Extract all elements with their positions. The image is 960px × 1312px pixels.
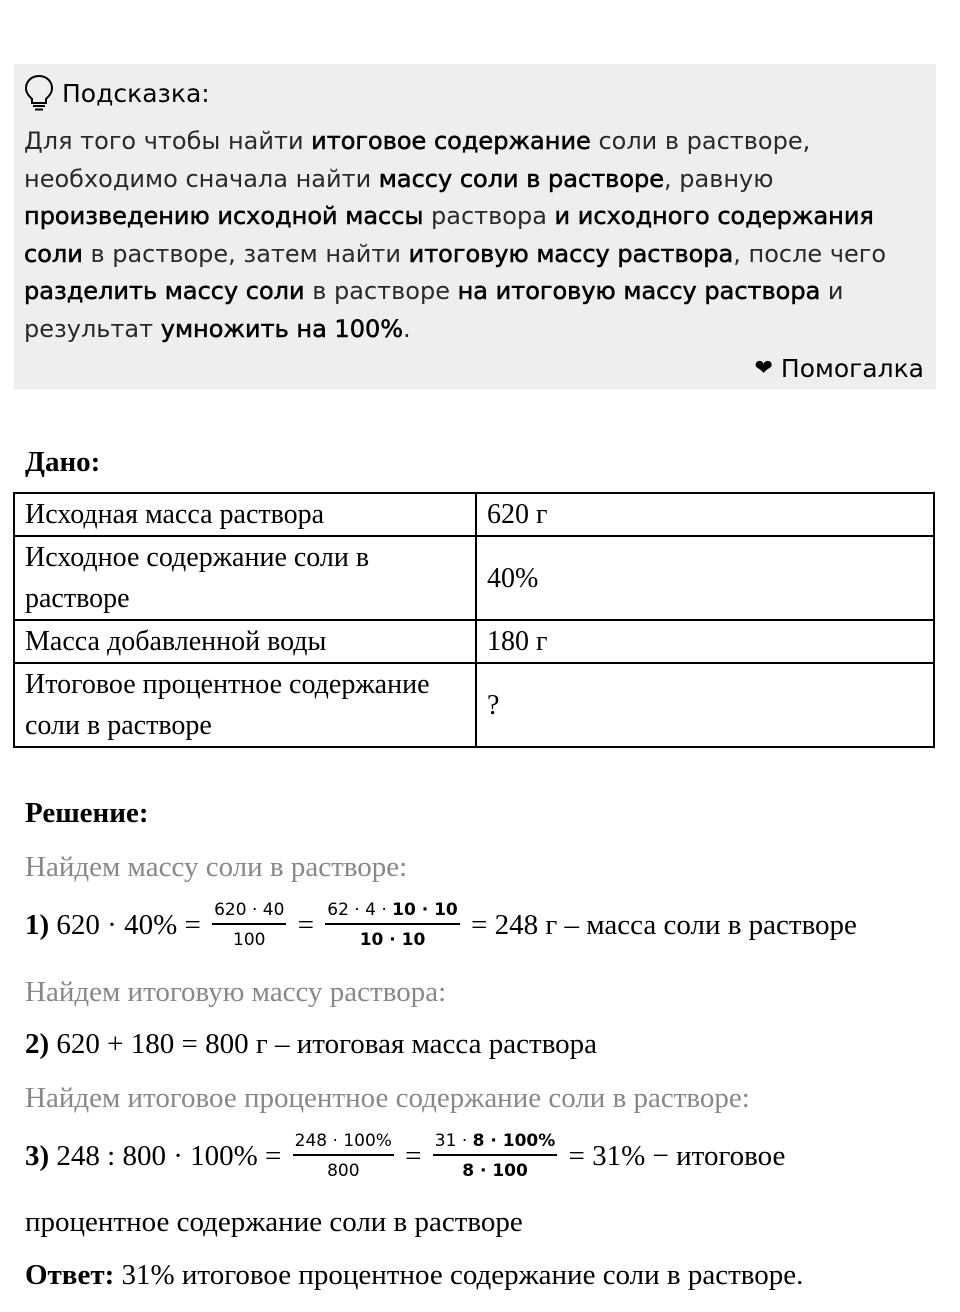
numerator-bold-part: 10 · 10 [392,900,458,920]
hint-emphasis: итоговое содержание [311,127,591,155]
fraction-numerator [433,1131,558,1156]
step2-intro: Найдем итоговую массу раствора: [25,976,447,1008]
fraction [325,900,459,950]
heart-icon: ❤ [754,356,773,381]
hint-emphasis: итоговую массу раствора [408,239,734,268]
hint-emphasis: массу соли в растворе [378,164,664,193]
denominator-bold-part: 10 · 10 [359,930,426,950]
hint-segment: . [403,314,411,343]
hint-segment: раствора [423,202,555,230]
hint-segment: Для того чтобы найти [24,127,312,155]
given-heading: Дано: [25,446,101,478]
table-row [14,493,934,536]
step3-continuation: процентное содержание соли в растворе [25,1206,523,1238]
step1-formula [25,900,857,950]
table-row [14,620,934,663]
given-value: 620 г [476,493,934,536]
fraction [293,1131,394,1181]
given-value: 40% [476,536,934,620]
hint-emphasis: и исходного содержания соли [24,202,874,268]
fraction-numerator [325,900,459,925]
fraction-numerator: 248 · 100% [293,1131,394,1156]
step-number: 3) [25,1139,50,1172]
fraction [212,900,286,950]
brand-name: Помогалка [780,354,924,383]
numerator-part: 31 · [434,1131,473,1151]
hint-text [24,123,926,348]
numerator-part: 62 · 4 · [327,900,393,920]
hint-title: Подсказка: [62,78,210,108]
fraction-denominator: 100 [233,930,266,950]
given-label: Масса добавленной воды [14,620,476,663]
brand-label [754,354,924,383]
table-row [14,663,934,747]
hint-segment: соли в растворе, необходимо сначала найти [24,127,811,193]
step3-formula [25,1131,785,1181]
solution-heading: Решение: [25,797,149,829]
fraction-numerator: 620 · 40 [212,900,286,925]
answer-label: Ответ: [25,1259,115,1291]
lightbulb-icon [24,74,54,112]
given-table [13,492,935,748]
hint-emphasis: разделить массу соли [24,277,305,305]
hint-segment: , равную [664,164,774,193]
formula-text: 620 · 40% = [49,908,209,941]
hint-emphasis: на итоговую массу раствора [457,277,821,305]
given-label: Исходное содержание соли в растворе [14,536,476,620]
fraction-denominator: 800 [327,1161,360,1181]
step-number: 2) [25,1028,50,1060]
given-label: Исходная масса раствора [14,493,476,536]
formula-text: = [397,1139,429,1172]
given-value: 180 г [476,620,934,663]
formula-text: = [290,908,322,941]
table-row [14,536,934,620]
formula-text: = 248 г – масса соли в растворе [463,908,857,941]
denominator-bold-part: 8 · 100 [462,1161,528,1181]
step3-intro: Найдем итоговое процентное содержание соли в растворе: [25,1082,750,1114]
hint-box [14,64,936,389]
given-value: ? [476,663,934,747]
answer-text: 31% итоговое процентное содержание соли в растворе. [114,1259,804,1291]
hint-emphasis: умножить на 100% [160,314,404,343]
formula-text: 620 + 180 = 800 г – итоговая масса раствора [49,1028,598,1060]
step1-intro: Найдем массу соли в растворе: [25,851,408,883]
hint-segment: , после чего [733,239,887,268]
numerator-bold-part: 8 · 100% [472,1131,556,1151]
fraction-denominator [462,1156,528,1181]
fraction-denominator [360,925,426,950]
hint-segment: и результат [24,277,844,343]
fraction [433,1131,558,1181]
formula-text: = 31% − итоговое [561,1139,786,1172]
answer-line [25,1259,803,1292]
hint-segment: в растворе, затем найти [82,239,409,268]
formula-text: 248 : 800 · 100% = [49,1139,289,1172]
hint-segment: в растворе [304,277,458,305]
given-label: Итоговое процентное содержание соли в растворе [14,663,476,747]
step2-formula [25,1028,597,1061]
step-number: 1) [25,908,50,941]
hint-header [24,70,926,116]
hint-emphasis: произведению исходной массы [24,202,424,230]
